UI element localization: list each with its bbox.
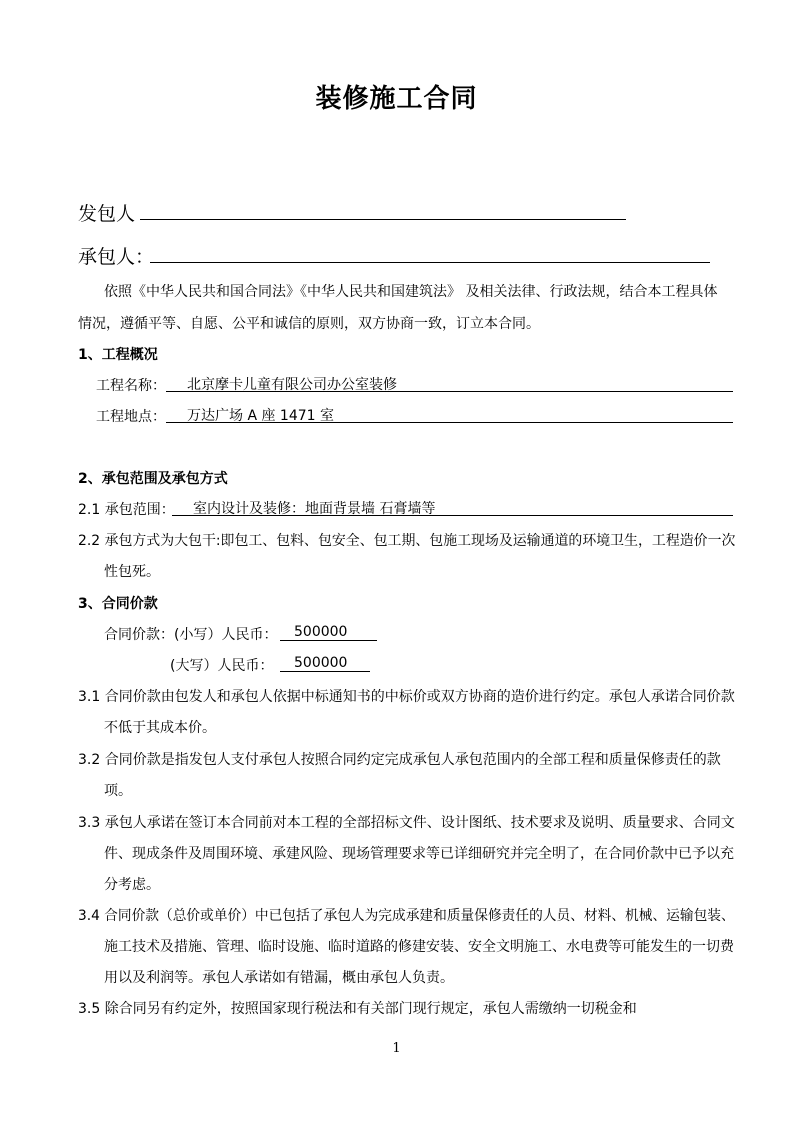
- price-large-label: (大写）人民币：: [170, 658, 274, 674]
- project-location-label: 工程地点：: [96, 409, 166, 425]
- clause-3-5-line-1: 3.5 除合同另有约定外，按照国家现行税法和有关部门现行规定，承包人需缴纳一切税金和: [78, 1001, 637, 1017]
- mode-line-1: 2.2 承包方式为大包干:即包工、包料、包安全、包工期、包施工现场及运输通道的环境卫生，工程造价一次: [78, 533, 736, 549]
- employer-blank-line: [140, 219, 626, 220]
- clause-3-3-line-3: 分考虑。: [104, 877, 160, 893]
- page-number: 1: [392, 1041, 401, 1056]
- employer-label: 发包人: [78, 203, 136, 225]
- clause-3-4-line-1: 3.4 合同价款（总价或单价）中已包括了承包人为完成承建和质量保修责任的人员、材料、机械、运输包装、: [78, 908, 735, 924]
- intro-line-2: 情况，遵循平等、自愿、公平和诚信的原则，双方协商一致，订立本合同。: [78, 316, 540, 332]
- price-large-value: 500000: [294, 655, 348, 671]
- price-small-line: [280, 640, 377, 641]
- project-location-value: 万达广场 A 座 1471 室: [187, 408, 335, 424]
- section-1-heading: 1、工程概况: [78, 347, 158, 363]
- project-name-value: 北京摩卡儿童有限公司办公室装修: [187, 377, 397, 393]
- clause-3-3-line-2: 件、现成条件及周围环境、承建风险、现场管理要求等已详细研究并完全明了，在合同价款中已予以充: [104, 846, 734, 862]
- contractor-label: 承包人：: [78, 246, 155, 268]
- clause-3-3-line-1: 3.3 承包人承诺在签订本合同前对本工程的全部招标文件、设计图纸、技术要求及说明、质量要求、合同文: [78, 815, 735, 831]
- price-small-value: 500000: [294, 624, 348, 640]
- contractor-blank-line: [150, 262, 710, 263]
- clause-3-4-line-3: 用以及利润等。承包人承诺如有错漏，概由承包人负责。: [104, 970, 454, 986]
- scope-line: [172, 515, 733, 516]
- price-small-label: 合同价款：(小写）人民币：: [104, 627, 278, 643]
- section-3-heading: 3、合同价款: [78, 596, 158, 612]
- document-title: 装修施工合同: [315, 84, 478, 114]
- project-name-label: 工程名称：: [96, 378, 166, 394]
- clause-3-1-line-1: 3.1 合同价款由包发人和承包人依据中标通知书的中标价或双方协商的造价进行约定。承包人承诺合同价款: [78, 689, 735, 705]
- project-location-line: [166, 422, 733, 423]
- clause-3-4-line-2: 施工技术及措施、管理、临时设施、临时道路的修建安装、安全文明施工、水电费等可能发生的一切费: [104, 939, 734, 955]
- intro-line-1: 依照《中华人民共和国合同法》《中华人民共和国建筑法》 及相关法律、行政法规，结合本工程具体: [104, 284, 718, 300]
- clause-3-2-line-1: 3.2 合同价款是指发包人支付承包人按照合同约定完成承包人承包范围内的全部工程和质量保修责任的款: [78, 752, 721, 768]
- clause-3-1-line-2: 不低于其成本价。: [104, 720, 216, 736]
- price-large-line: [280, 671, 370, 672]
- scope-label: 2.1 承包范围：: [78, 502, 175, 518]
- clause-3-2-line-2: 项。: [104, 783, 132, 799]
- scope-value: 室内设计及装修：地面背景墙 石膏墙等: [193, 501, 436, 517]
- project-name-line: [166, 391, 733, 392]
- section-2-heading: 2、承包范围及承包方式: [78, 471, 228, 487]
- mode-line-2: 性包死。: [104, 564, 160, 580]
